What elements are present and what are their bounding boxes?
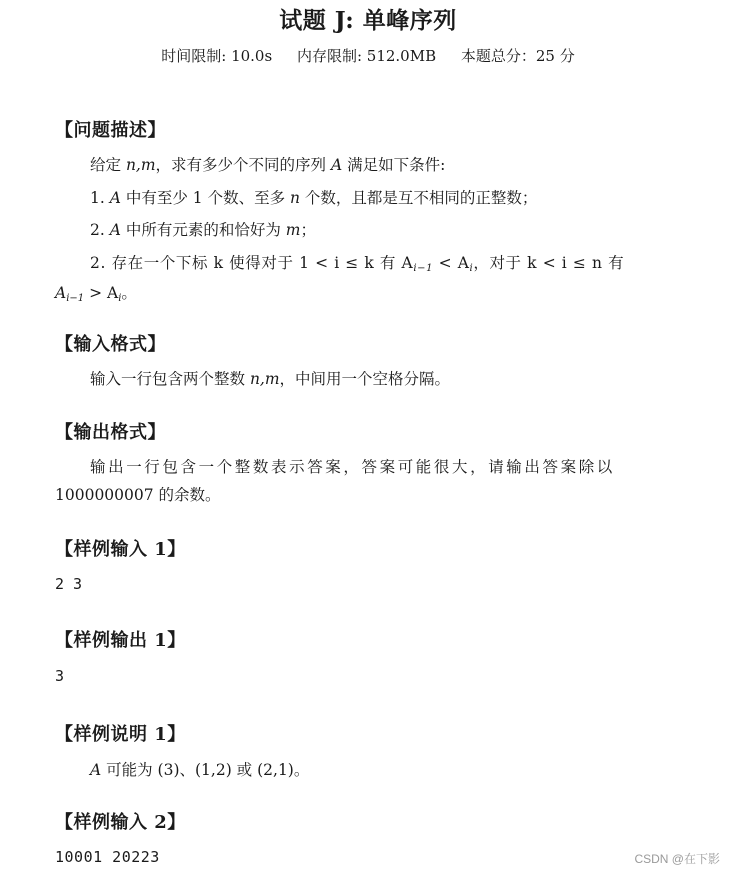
cond3-text: 2. 存在一个下标 k 使得对于 1 < i ≤ k 有 A — [90, 254, 414, 272]
problem-description-heading: 【问题描述】 — [55, 120, 166, 141]
cond3-subscript-1: i−1 — [413, 263, 434, 274]
intro-vars: n,m — [125, 156, 156, 174]
condition-2 — [90, 220, 716, 240]
output-format-line-2: 1000000007 的余数。 — [55, 486, 221, 504]
sample-explain-var-a: A — [90, 761, 102, 779]
input-format-heading: 【输入格式】 — [55, 334, 166, 355]
cond2-text: 中所有元素的和恰好为 — [120, 221, 286, 239]
sample-input-2-heading: 【样例输入 2】 — [55, 812, 186, 833]
sample-input-1-heading: 【样例输入 1】 — [55, 539, 186, 560]
cond1-text: 中有至少 1 个数、至多 — [120, 189, 290, 207]
sample-output-1-content: 3 — [55, 667, 65, 685]
sample-input-1-content: 2 3 — [55, 575, 83, 593]
cond1-var: A — [109, 189, 121, 207]
condition-3-line-1 — [90, 253, 685, 279]
cond3-var-a: A — [55, 284, 67, 302]
watermark: CSDN @在下影 — [634, 852, 720, 866]
cond3-text-post: ，对于 k < i ≤ n 有 — [473, 254, 625, 272]
cond2-text-post: ； — [300, 221, 316, 239]
condition-3-line-2 — [55, 283, 681, 309]
cond2-var-m: m — [285, 221, 301, 239]
page-title: 试题 J: 单峰序列 — [279, 7, 457, 34]
sample-explain-1-heading: 【样例说明 1】 — [55, 724, 186, 745]
cond3-line2-subscript-2: i — [118, 293, 122, 304]
memory-limit: 内存限制: 512.0MB — [296, 47, 437, 65]
cond2-var: A — [109, 221, 121, 239]
intro-text-post: 满足如下条件: — [342, 156, 446, 174]
output-format-line-1: 输出一行包含一个整数表示答案，答案可能很大，请输出答案除以 — [90, 458, 615, 476]
total-score: 本题总分：25 分 — [460, 47, 575, 65]
cond2-num: 2. — [90, 221, 110, 239]
sample-explain-text: 可能为 (3)、(1,2) 或 (2,1)。 — [101, 761, 310, 779]
cond3-line2-subscript-1: i−1 — [66, 293, 85, 304]
condition-1 — [90, 188, 716, 208]
output-format-heading: 【输出格式】 — [55, 422, 166, 443]
cond3-text-mid: < A — [433, 254, 470, 272]
input-format-post: ，中间用一个空格分隔。 — [279, 370, 451, 388]
problem-meta — [0, 45, 736, 66]
cond3-line2-text-post: 。 — [121, 284, 137, 302]
intro-text-mid: ，求有多少个不同的序列 — [155, 156, 331, 174]
input-format-pre: 输入一行包含两个整数 — [90, 370, 250, 388]
problem-intro — [90, 155, 716, 175]
cond1-var-n: n — [290, 189, 300, 207]
intro-var-a: A — [330, 156, 343, 174]
cond1-num: 1. — [90, 189, 110, 207]
cond3-line2-text: > A — [84, 284, 119, 302]
cond1-text-post: 个数，且都是互不相同的正整数； — [299, 189, 538, 207]
time-limit: 时间限制: 10.0s — [161, 47, 273, 65]
cond3-subscript-2: i — [469, 263, 474, 274]
sample-output-1-heading: 【样例输出 1】 — [55, 630, 186, 651]
sample-explain-1-text — [90, 760, 716, 780]
input-format-vars: n,m — [249, 370, 280, 388]
intro-text: 给定 — [90, 156, 126, 174]
sample-input-2-content: 10001 20223 — [55, 848, 160, 866]
input-format-text — [90, 369, 716, 389]
